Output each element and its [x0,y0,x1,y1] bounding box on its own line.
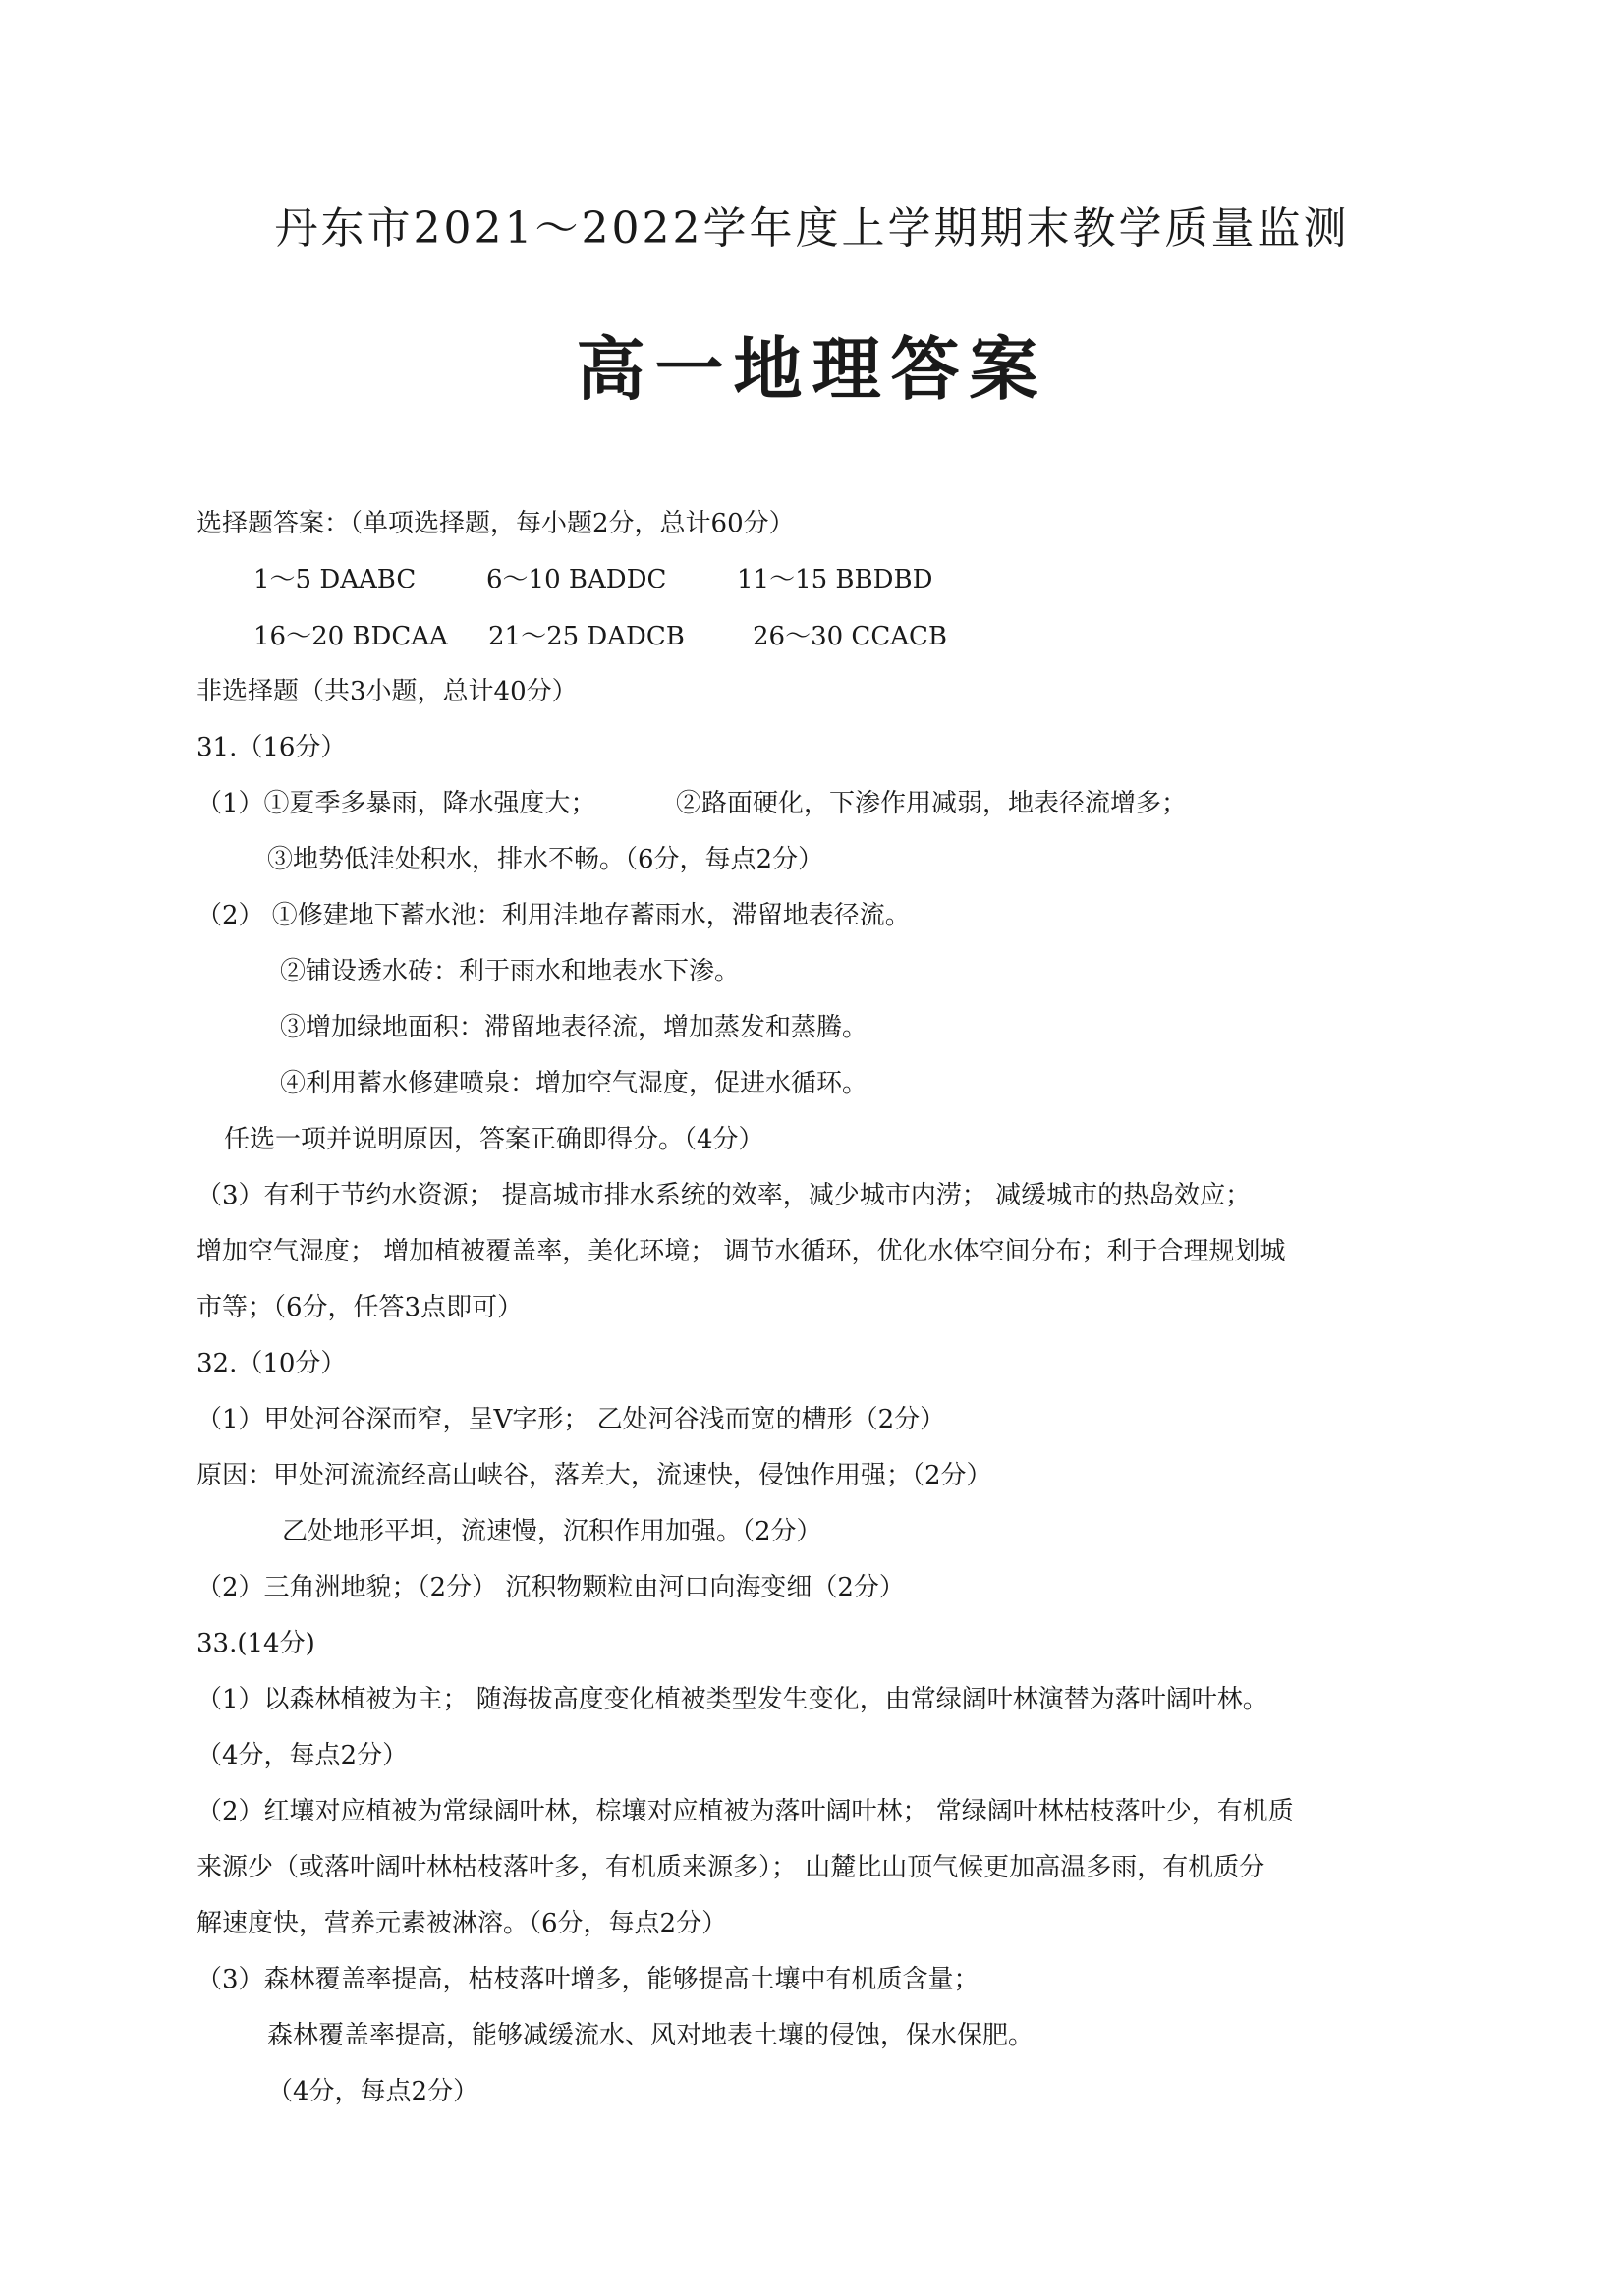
answer-line: ②铺设透水砖：利于雨水和地表水下渗。 [280,957,741,986]
answer-line: 解速度快，营养元素被淋溶。（6分，每点2分） [196,1909,728,1938]
answer-note: 任选一项并说明原因，答案正确即得分。（4分） [224,1125,764,1154]
answer-line: ③增加绿地面积：滞留地表径流，增加蒸发和蒸腾。 [280,1013,868,1042]
answer-line: （1）甲处河谷深而窄，呈V字形； 乙处河谷浅而宽的槽形（2分） [196,1405,946,1434]
answer-line: ④利用蓄水修建喷泉：增加空气湿度，促进水循环。 [280,1069,868,1098]
answer-line: 来源少（或落叶阔叶林枯枝落叶多，有机质来源多）； 山麓比山顶气候更加高温多雨，有机质分 [196,1853,1265,1882]
nonchoice-heading: 非选择题（共3小题，总计40分） [196,677,578,706]
question-label: 33.(14分) [196,1629,315,1658]
choice-answer: 21～25 DADCB [488,622,685,651]
question-label: 31.（16分） [196,733,347,762]
answer-line: （1）以森林植被为主； 随海拔高度变化植被类型发生变化，由常绿阔叶林演替为落叶阔叶林。 [196,1685,1268,1714]
answer-line: （2）三角洲地貌；（2分） 沉积物颗粒由河口向海变细（2分） [196,1573,905,1602]
choice-heading: 选择题答案：（单项选择题，每小题2分，总计60分） [196,509,795,538]
choice-answer: 6～10 BADDC [486,565,667,594]
answer-line: （2） ①修建地下蓄水池：利用洼地存蓄雨水，滞留地表径流。 [196,901,911,930]
answer-line: （3）有利于节约水资源； 提高城市排水系统的效率，减少城市内涝； 减缓城市的热岛效应； [196,1181,1252,1210]
answer-line: （4分，每点2分） [196,1741,409,1770]
answer-line: ③地势低洼处积水，排水不畅。（6分，每点2分） [267,845,824,874]
answer-line: ②路面硬化，下渗作用减弱，地表径流增多； [676,789,1188,818]
answer-line: （4分，每点2分） [267,2077,479,2106]
choice-answer: 16～20 BDCAA [253,622,448,651]
answer-line: 增加空气湿度； 增加植被覆盖率，美化环境； 调节水循环，优化水体空间分布；利于合理规划城 [196,1237,1286,1266]
question-label: 32.（10分） [196,1349,347,1378]
page-title: 高一地理答案 [576,328,1048,410]
answer-line: 乙处地形平坦，流速慢，沉积作用加强。（2分） [282,1517,822,1546]
choice-answer: 1～5 DAABC [253,565,417,594]
exam-subtitle: 丹东市2021～2022学年度上学期期末教学质量监测 [274,203,1350,253]
answer-line: （1）①夏季多暴雨，降水强度大； [196,789,596,818]
answer-line: 市等；（6分，任答3点即可） [196,1293,524,1322]
answer-line: （2）红壤对应植被为常绿阔叶林，棕壤对应植被为落叶阔叶林； 常绿阔叶林枯枝落叶少，有机质 [196,1797,1294,1826]
choice-answer: 11～15 BBDBD [737,565,933,594]
answer-line: （3）森林覆盖率提高，枯枝落叶增多，能够提高土壤中有机质含量； [196,1965,980,1994]
choice-answer: 26～30 CCACB [753,622,947,651]
answer-line: 原因：甲处河流流经高山峡谷，落差大，流速快，侵蚀作用强；（2分） [196,1461,992,1490]
answer-line: 森林覆盖率提高，能够减缓流水、风对地表土壤的侵蚀，保水保肥。 [267,2021,1035,2050]
